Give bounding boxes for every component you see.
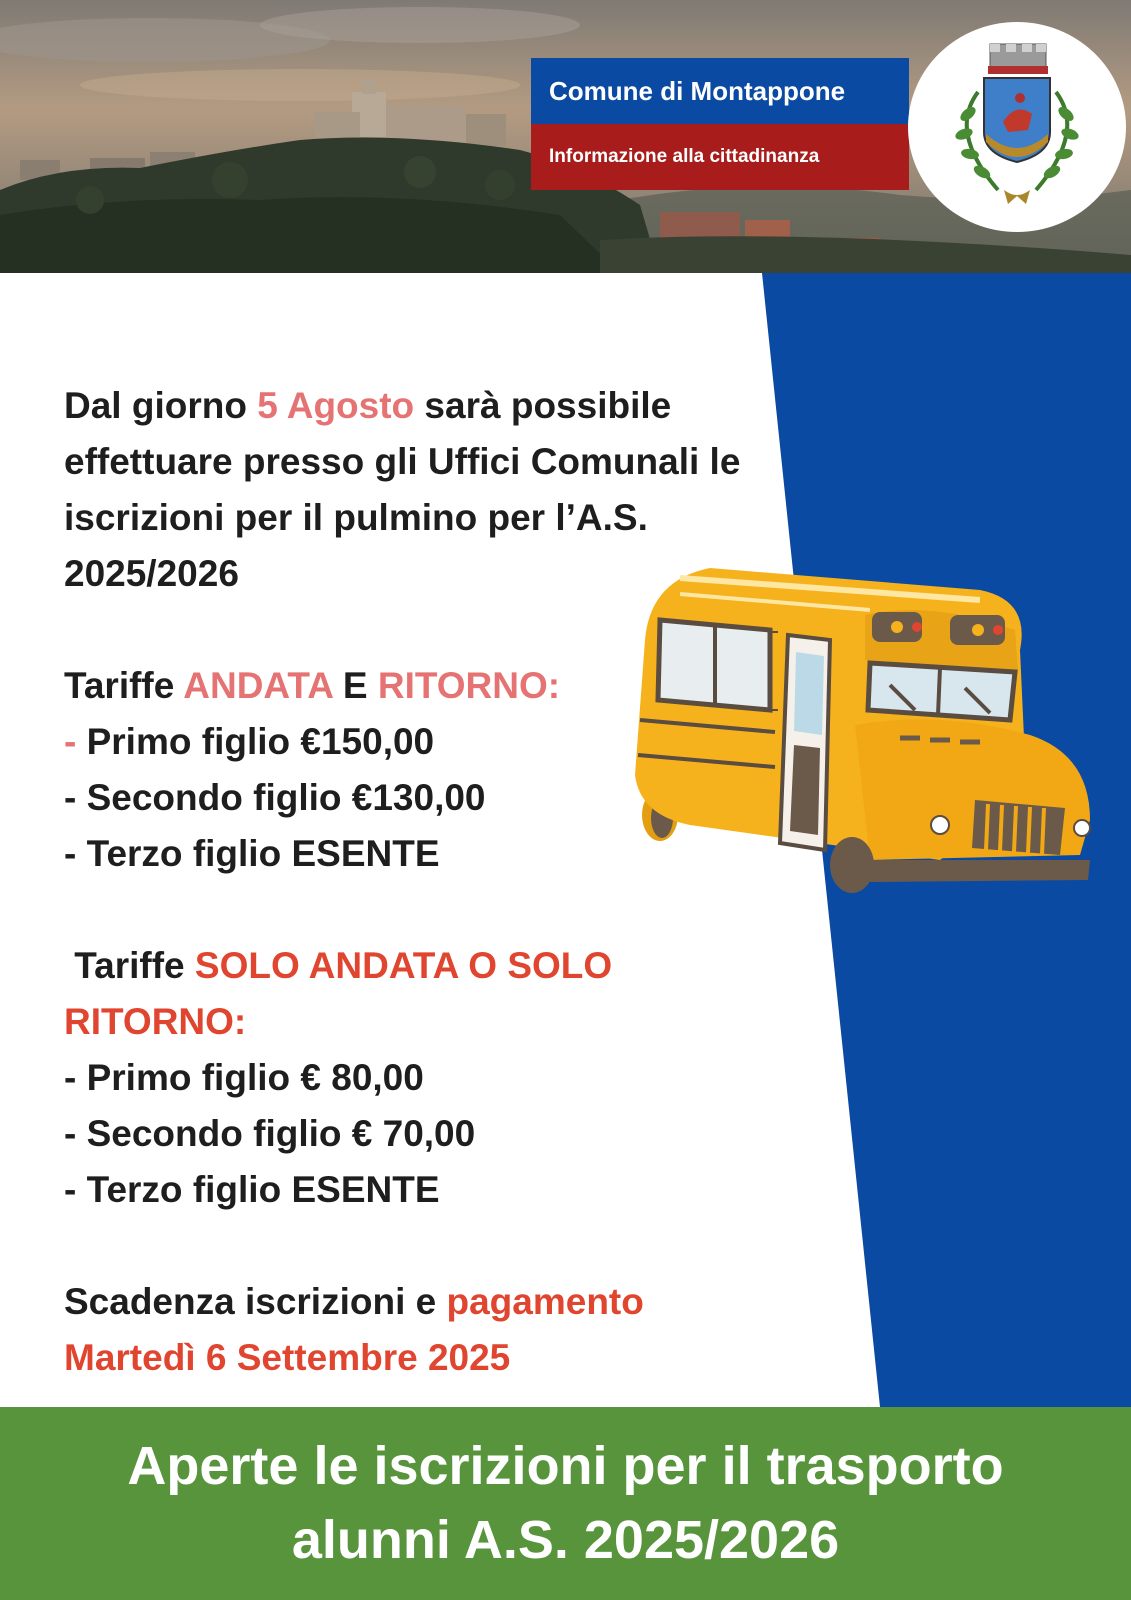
school-bus-icon — [620, 560, 1120, 920]
round-trip-heading: Tariffe ANDATA E RITORNO: — [64, 665, 561, 706]
round-trip-second-child: - Secondo figlio €130,00 — [64, 777, 486, 818]
start-date: 5 Agosto — [257, 385, 415, 426]
footer-line-1: Aperte le iscrizioni per il trasporto — [127, 1436, 1004, 1496]
footer-banner — [0, 1407, 1131, 1600]
round-trip-third-child: - Terzo figlio ESENTE — [64, 833, 440, 874]
deadline-line: Scadenza iscrizioni e pagamento — [64, 1281, 644, 1322]
deadline-highlight: pagamento — [446, 1281, 644, 1322]
deadline-date: Martedì 6 Settembre 2025 — [64, 1337, 511, 1378]
coat-of-arms — [908, 22, 1126, 232]
one-way-third-child: - Terzo figlio ESENTE — [64, 1169, 440, 1210]
ritorno-label: RITORNO: — [377, 665, 561, 706]
footer-line-2: alunni A.S. 2025/2026 — [291, 1510, 840, 1570]
header-banner — [0, 0, 1131, 273]
andata-label: ANDATA — [183, 665, 333, 706]
header-title: Comune di Montappone — [531, 58, 909, 124]
header-subtitle: Informazione alla cittadinanza — [531, 124, 909, 190]
intro-paragraph: Dal giorno 5 Agosto sarà possibile effettuare presso gli Uffici Comunali le iscrizioni per il pulmino per l’A.S. 2025/2026 — [64, 385, 741, 594]
one-way-first-child: - Primo figlio € 80,00 — [64, 1057, 424, 1098]
round-trip-first-child: - Primo figlio €150,00 — [64, 721, 435, 762]
coat-of-arms-icon — [908, 22, 1126, 232]
one-way-second-child: - Secondo figlio € 70,00 — [64, 1113, 476, 1154]
one-way-highlight: SOLO ANDATA O SOLO RITORNO: — [64, 945, 623, 1042]
one-way-heading: Tariffe SOLO ANDATA O SOLO RITORNO: — [64, 945, 623, 1042]
